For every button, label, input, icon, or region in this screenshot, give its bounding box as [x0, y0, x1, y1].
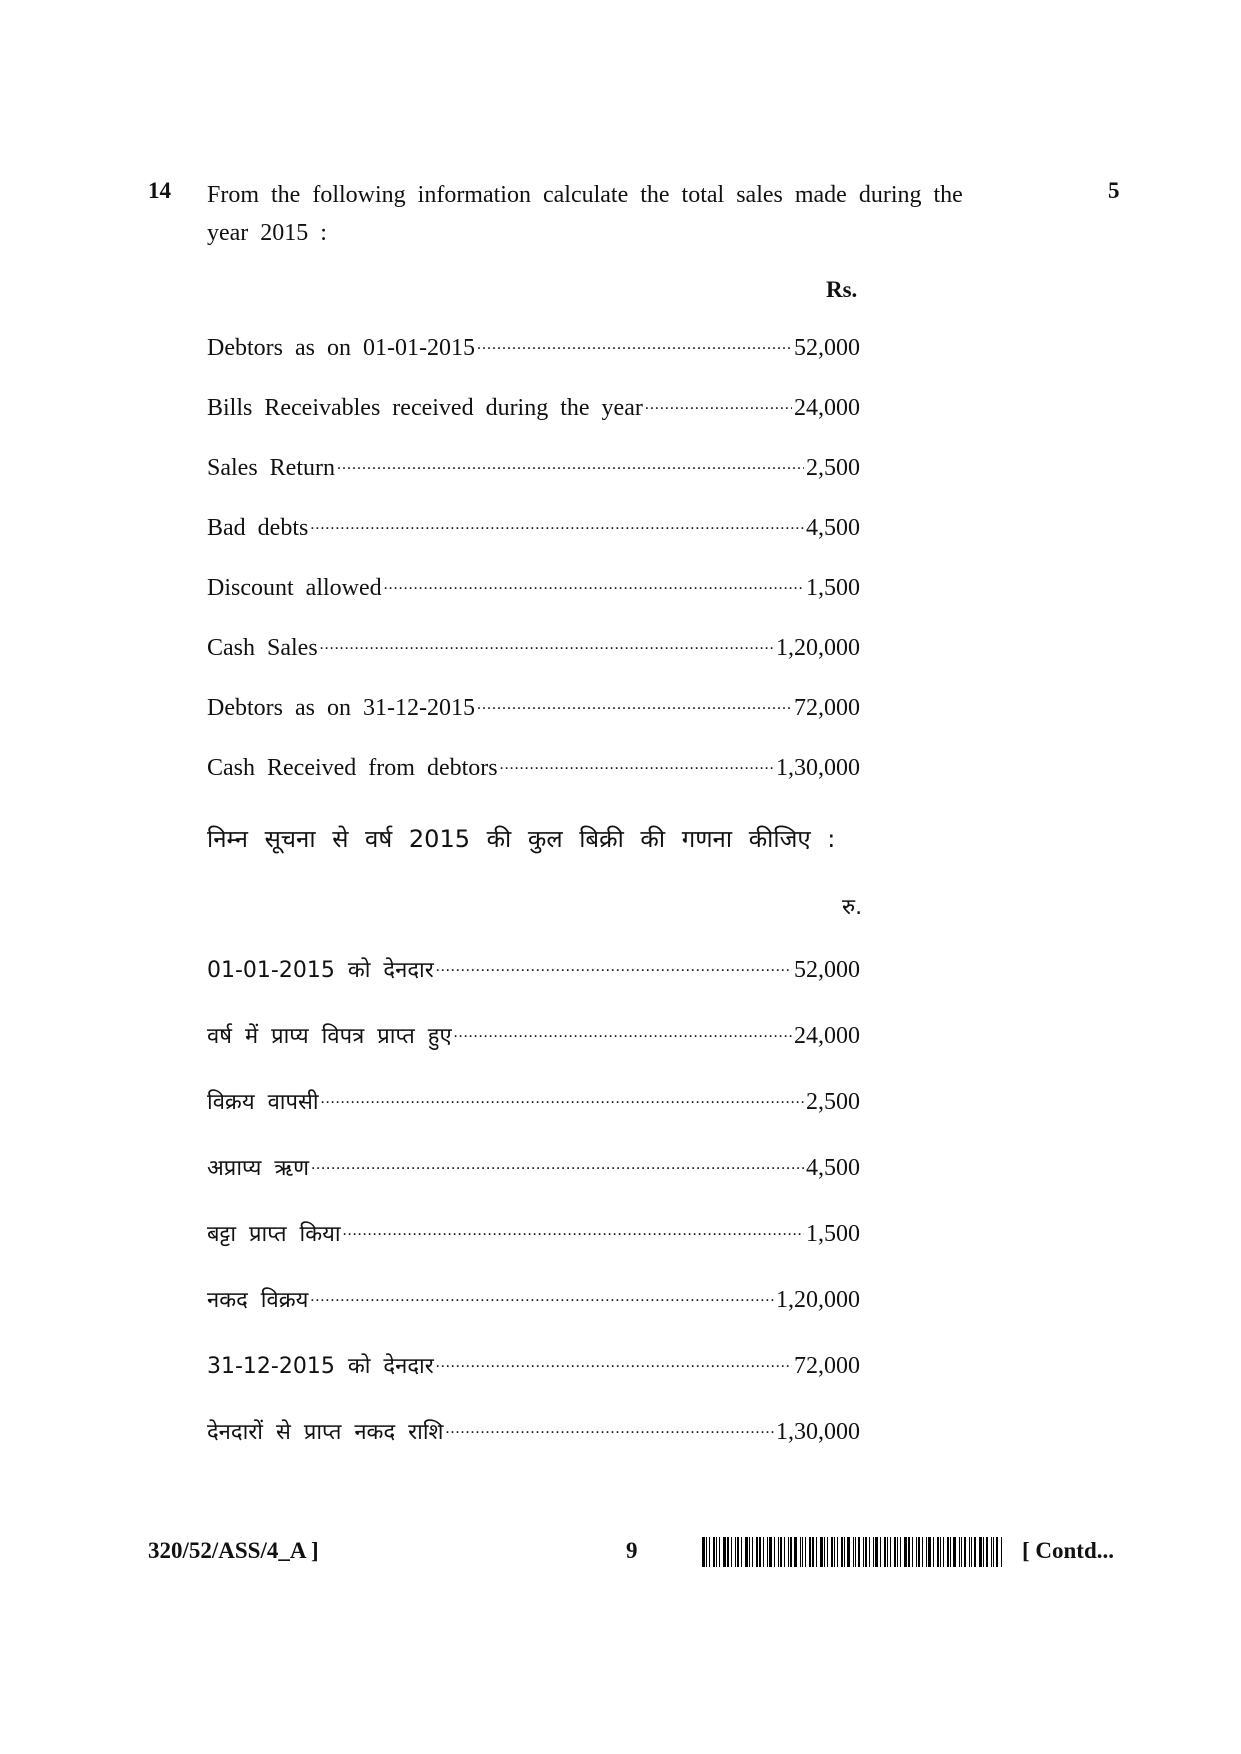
barcode-bar: [831, 1537, 833, 1567]
list-item: [207, 1018, 860, 1050]
barcode-bar: [780, 1537, 782, 1567]
item-label: 31-12-2015 को देनदार: [207, 1354, 434, 1379]
barcode-bar: [884, 1537, 886, 1567]
leader-dots: [337, 449, 804, 476]
barcode-bar: [959, 1537, 960, 1567]
item-amount: 2,500: [806, 1089, 860, 1115]
barcode-bar: [812, 1537, 814, 1567]
leader-dots: [645, 389, 792, 416]
barcode-bar: [706, 1537, 707, 1567]
barcode-bar: [727, 1537, 729, 1567]
leader-dots: [343, 1215, 804, 1242]
item-label: वर्ष में प्राप्य विपत्र प्राप्त हुए: [207, 1024, 452, 1049]
barcode-bar: [723, 1537, 726, 1567]
list-item: [207, 1348, 860, 1380]
barcode-bar: [869, 1537, 870, 1567]
item-label: Bad debts: [207, 515, 309, 541]
list-item: [207, 510, 860, 542]
barcode-bar: [887, 1537, 888, 1567]
item-amount: 1,30,000: [776, 755, 860, 781]
barcode-bar: [894, 1537, 896, 1567]
barcode-bar: [983, 1537, 984, 1567]
list-item: [207, 750, 860, 782]
barcode-bar: [986, 1537, 988, 1567]
barcode-bar: [858, 1537, 860, 1567]
barcode-bar: [844, 1537, 845, 1567]
continued-label: [ Contd...: [1022, 1538, 1115, 1563]
item-label: 01-01-2015 को देनदार: [207, 958, 434, 983]
barcode-bar: [716, 1537, 717, 1567]
barcode-bar: [873, 1537, 874, 1567]
barcode-bar: [900, 1537, 901, 1567]
barcode-bar: [788, 1537, 789, 1567]
item-amount: 24,000: [794, 1023, 860, 1049]
leader-dots: [436, 951, 792, 978]
item-label: Bills Receivables received during the year: [207, 395, 643, 421]
barcode-bar: [1001, 1537, 1002, 1567]
leader-dots: [311, 1149, 804, 1176]
barcode-bar: [802, 1537, 803, 1567]
item-amount: 4,500: [806, 1155, 860, 1181]
list-item: [207, 1414, 860, 1446]
question-number: 14: [148, 178, 171, 203]
item-label: Cash Sales: [207, 635, 318, 661]
barcode-bar: [778, 1537, 779, 1567]
barcode-bar: [816, 1537, 817, 1567]
barcode-bar: [719, 1537, 720, 1567]
barcode-bar: [964, 1537, 966, 1567]
barcode-bar: [865, 1537, 867, 1567]
leader-dots: [384, 569, 804, 596]
barcode-bar: [834, 1537, 835, 1567]
leader-dots: [454, 1017, 792, 1044]
item-label: Discount allowed: [207, 575, 382, 601]
leader-dots: [310, 509, 804, 536]
item-label: Sales Return: [207, 455, 335, 481]
item-label: विक्रय वापसी: [207, 1090, 319, 1115]
barcode-bar: [943, 1537, 944, 1567]
barcode-bar: [908, 1537, 910, 1567]
barcode-bar: [926, 1537, 927, 1567]
barcode-bar: [933, 1537, 934, 1567]
barcode-bar: [774, 1537, 775, 1567]
barcode-bar: [979, 1537, 982, 1567]
barcode-bar: [790, 1537, 792, 1567]
barcode-bar: [897, 1537, 898, 1567]
barcode-bar: [784, 1537, 785, 1567]
item-label: नकद विक्रय: [207, 1288, 309, 1313]
barcode-bar: [880, 1537, 881, 1567]
barcode-bar: [767, 1537, 768, 1567]
item-amount: 2,500: [806, 455, 860, 481]
barcode-bar: [953, 1537, 956, 1567]
barcode-bar: [713, 1537, 715, 1567]
list-item: [207, 630, 860, 662]
question-text: From the following information calculate the total sales made during the year 2015 :: [207, 182, 963, 246]
leader-dots: [320, 629, 774, 656]
item-amount: 72,000: [794, 695, 860, 721]
barcode-bar: [947, 1537, 949, 1567]
barcode-bar: [974, 1537, 976, 1567]
item-amount: 24,000: [794, 395, 860, 421]
barcode-bar: [763, 1537, 764, 1567]
list-item: [207, 1282, 860, 1314]
barcode-bar: [950, 1537, 951, 1567]
barcode-bar: [904, 1537, 907, 1567]
barcode-bar: [756, 1537, 758, 1567]
barcode-bar: [996, 1537, 998, 1567]
barcode-bar: [735, 1537, 736, 1567]
item-label: Debtors as on 31-12-2015: [207, 695, 475, 721]
list-item: [207, 690, 860, 722]
barcode-bar: [741, 1537, 742, 1567]
leader-dots: [477, 689, 792, 716]
currency-header-hindi: रु.: [842, 895, 863, 920]
barcode-bar: [847, 1537, 850, 1567]
list-item: [207, 330, 860, 362]
barcode-bar: [749, 1537, 750, 1567]
item-amount: 4,500: [806, 515, 860, 541]
barcode-bar: [837, 1537, 838, 1567]
list-item: [207, 1216, 860, 1248]
item-label: Debtors as on 01-01-2015: [207, 335, 475, 361]
barcode-bar: [702, 1537, 705, 1567]
barcode-bar: [922, 1537, 923, 1567]
barcode-bar: [737, 1537, 739, 1567]
barcode-bar: [940, 1537, 941, 1567]
barcode-bar: [800, 1537, 801, 1567]
leader-dots: [446, 1413, 775, 1440]
list-item: [207, 1084, 860, 1116]
barcode-bar: [841, 1537, 843, 1567]
page-number: 9: [626, 1538, 638, 1563]
barcode-bar: [752, 1537, 753, 1567]
list-item: [207, 1150, 860, 1182]
barcode-bar: [827, 1537, 828, 1567]
barcode-bar: [853, 1537, 854, 1567]
leader-dots: [500, 749, 774, 776]
item-amount: 72,000: [794, 1353, 860, 1379]
leader-dots: [477, 329, 792, 356]
barcode-bar: [937, 1537, 939, 1567]
barcode-bar: [824, 1537, 825, 1567]
footer-code: 320/52/ASS/4_A ]: [148, 1538, 319, 1563]
currency-header-english: Rs.: [826, 277, 858, 302]
list-item: [207, 952, 860, 984]
barcode-bar: [971, 1537, 972, 1567]
barcode-bar: [991, 1537, 992, 1567]
question-marks: 5: [1108, 178, 1120, 203]
barcode-bar: [969, 1537, 970, 1567]
barcode-bar: [918, 1537, 920, 1567]
barcode-bar: [912, 1537, 913, 1567]
hindi-question-text: निम्न सूचना से वर्ष 2015 की कुल बिक्री की गणना कीजिए :: [207, 825, 836, 853]
item-amount: 1,20,000: [776, 1287, 860, 1313]
barcode-bar: [745, 1537, 748, 1567]
barcode-bar: [820, 1537, 823, 1567]
leader-dots: [436, 1347, 792, 1374]
barcode-bar: [759, 1537, 761, 1567]
barcode-bar: [855, 1537, 856, 1567]
list-item: [207, 570, 860, 602]
item-label: देनदारों से प्राप्त नकद राशि: [207, 1420, 444, 1445]
barcode-bar: [731, 1537, 732, 1567]
barcode-bar: [961, 1537, 962, 1567]
item-amount: 1,20,000: [776, 635, 860, 661]
barcode-bar: [993, 1537, 994, 1567]
barcode-bar: [928, 1537, 931, 1567]
barcode-bar: [916, 1537, 917, 1567]
list-item: [207, 390, 860, 422]
barcode-icon: [702, 1537, 1008, 1567]
item-amount: 52,000: [794, 335, 860, 361]
barcode-bar: [805, 1537, 806, 1567]
barcode-bar: [769, 1537, 772, 1567]
item-amount: 1,500: [806, 1221, 860, 1247]
barcode-bar: [875, 1537, 878, 1567]
item-amount: 1,500: [806, 575, 860, 601]
leader-dots: [321, 1083, 804, 1110]
barcode-bar: [709, 1537, 710, 1567]
item-amount: 52,000: [794, 957, 860, 983]
leader-dots: [310, 1281, 774, 1308]
barcode-bar: [809, 1537, 811, 1567]
barcode-bar: [890, 1537, 891, 1567]
barcode-bar: [794, 1537, 797, 1567]
barcode-bar: [863, 1537, 864, 1567]
item-label: बट्टा प्राप्त किया: [207, 1222, 341, 1247]
item-label: अप्राप्य ऋण: [207, 1156, 310, 1181]
item-label: Cash Received from debtors: [207, 755, 498, 781]
item-amount: 1,30,000: [776, 1419, 860, 1445]
list-item: [207, 450, 860, 482]
